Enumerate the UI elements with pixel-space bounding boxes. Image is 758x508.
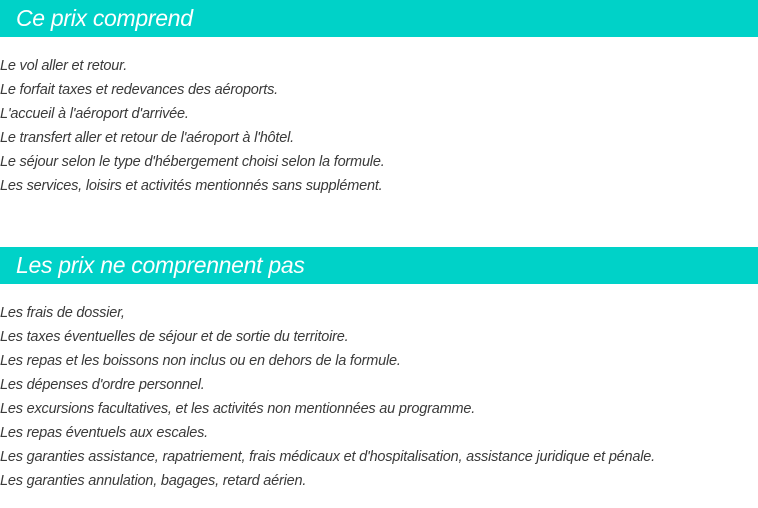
included-item-flight: Le vol aller et retour. bbox=[0, 58, 128, 74]
excluded-item-excursions: Les excursions facultatives, et les activités non mentionnées au programme. bbox=[0, 401, 476, 417]
excluded-section-title: Les prix ne comprennent pas bbox=[0, 247, 758, 284]
included-item-services: Les services, loisirs et activités mentionnés sans supplément. bbox=[0, 178, 383, 194]
excluded-item-booking-fees: Les frais de dossier, bbox=[0, 305, 125, 321]
included-item-airport-welcome: L'accueil à l'aéroport d'arrivée. bbox=[0, 106, 189, 122]
included-item-stay: Le séjour selon le type d'hébergement choisi selon la formule. bbox=[0, 154, 385, 170]
excluded-item-stopover-meals: Les repas éventuels aux escales. bbox=[0, 425, 209, 441]
included-item-transfer: Le transfert aller et retour de l'aéroport à l'hôtel. bbox=[0, 130, 294, 146]
included-list bbox=[0, 54, 385, 198]
excluded-item-local-taxes: Les taxes éventuelles de séjour et de sortie du territoire. bbox=[0, 329, 349, 345]
included-item-airport-taxes: Le forfait taxes et redevances des aéroports. bbox=[0, 82, 278, 98]
excluded-item-meals-drinks: Les repas et les boissons non inclus ou en dehors de la formule. bbox=[0, 353, 401, 369]
excluded-list bbox=[0, 301, 655, 493]
excluded-item-cancellation-guarantees: Les garanties annulation, bagages, retard aérien. bbox=[0, 473, 307, 489]
excluded-item-personal-expenses: Les dépenses d'ordre personnel. bbox=[0, 377, 205, 393]
included-section-title: Ce prix comprend bbox=[0, 0, 758, 37]
excluded-item-assistance-guarantees: Les garanties assistance, rapatriement, frais médicaux et d'hospitalisation, assistance juridique et pénale. bbox=[0, 449, 655, 465]
